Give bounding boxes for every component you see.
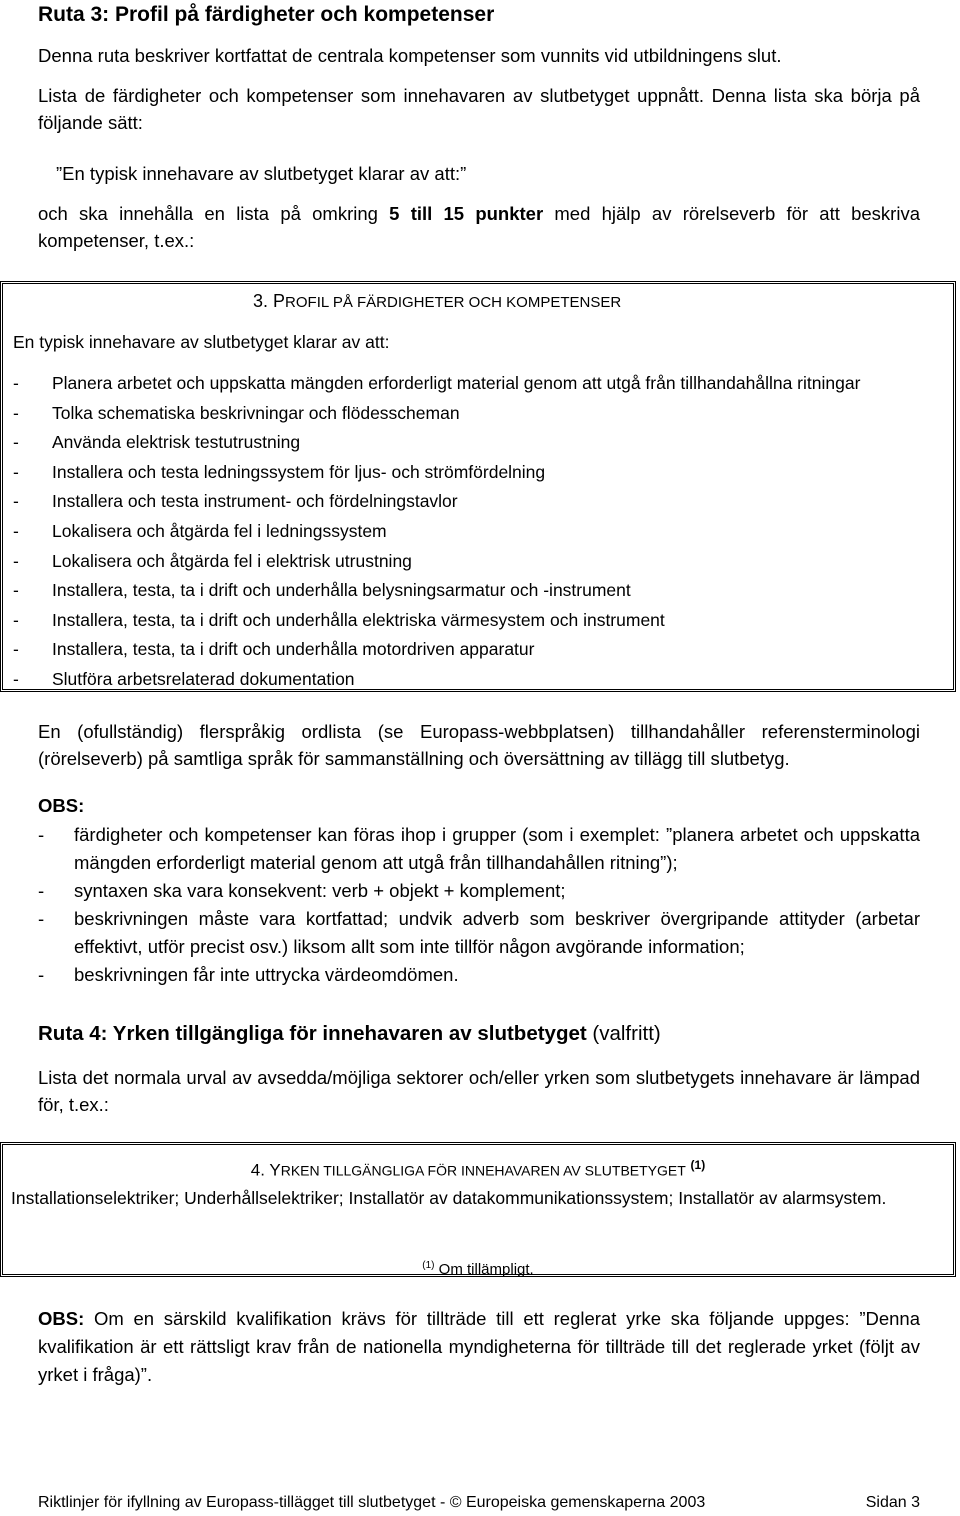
list-item: - Installera, testa, ta i drift och underhålla belysningsarmatur och -instrument [13,580,631,601]
occupations-box-initial: Y [269,1160,281,1180]
list-item: - Använda elektrisk testutrustning [13,432,301,453]
ruta3-list-bold: 5 till 15 punkter [389,203,544,224]
list-item: - Planera arbetet och uppskatta mängden erforderligt material genom att utgå från tillhandahållna ritningar [13,373,861,393]
page-number: Sidan 3 [865,1494,920,1511]
ruta3-instructions: Lista de färdigheter och kompetenser som innehavaren av slutbetyget uppnått. Denna lista ska börja på följande sätt: [38,85,920,133]
page-footer [38,1492,920,1514]
obs1-label [38,792,84,819]
ruta3-list-instructions [38,200,920,254]
profile-box-title [253,288,621,316]
ruta3-intro: Denna ruta beskriver kortfattat de centrala kompetenser som vunnits vid utbildningens slut. [38,45,782,66]
occupations-list: Installationselektriker; Underhållselektriker; Installatör av datakommunikationssystem; Installatör av alarmsystem. [11,1188,887,1208]
occupations-box [0,1142,956,1277]
occupations-footnote [3,1252,953,1283]
list-item: - Lokalisera och åtgärda fel i elektrisk utrustning [13,550,412,571]
list-item: - beskrivningen får inte uttrycka värdeomdömen. [38,964,459,985]
obs1-list [38,821,920,989]
profile-box [0,281,956,692]
ruta3-list-post: med hjälp av rörelseverb för att beskriva kompetenser, t.ex.: [38,203,920,251]
occupations-box-title [3,1152,953,1185]
list-item: - beskrivningen måste vara kortfattad; undvik adverb som beskriver övergripande attityder (arbetar effektivt, utför precist osv.) liksom allt som inte tillför någon avgörande information; [38,908,920,957]
ruta3-list-pre: och ska innehålla en lista på omkring [38,203,390,224]
list-item: - färdigheter och kompetenser kan föras ihop i grupper (som i exemplet: ”planera arbetet och uppskatta mängden erforderligt material genom att utgå från tillhandahållen ritning”); [38,824,920,873]
occupations-box-title-rest: RKEN TILLGÄNGLIGA FÖR INNEHAVAREN AV SLUTBETYGET [280,1162,686,1179]
profile-box-lead: En typisk innehavare av slutbetyget klarar av att: [13,332,390,352]
ruta4-heading-bold: Ruta 4: Yrken tillgängliga för innehavaren av slutbetyget [38,1022,587,1045]
list-item: - Slutföra arbetsrelaterad dokumentation [13,668,355,689]
obs1-label-text: OBS: [38,795,85,816]
list-item: - Installera och testa ledningssystem för ljus- och strömfördelning [13,461,546,482]
footnote-marker: (1) [690,1158,706,1172]
list-item: - Installera, testa, ta i drift och underhålla motordriven apparatur [13,639,535,660]
profile-box-initial: P [273,291,286,311]
obs2-label: OBS: [38,1308,85,1329]
profile-box-number: 3. [253,291,274,311]
footnote-sup: (1) [422,1260,435,1271]
profile-box-title-rest: ROFIL PÅ FÄRDIGHETER OCH KOMPETENSER [285,294,622,311]
list-item: - Lokalisera och åtgärda fel i ledningssystem [13,520,387,541]
list-item: - syntaxen ska vara konsekvent: verb + objekt + komplement; [38,880,566,901]
obs2-text: Om en särskild kvalifikation krävs för tillträde till ett reglerat yrke ska följande uppges: ”Denna kvalifikation är ett rättsligt krav från de nationella myndigheterna för tillträde till det reglerade yrket (följt av yrket i fråga)”. [38,1308,920,1385]
ruta3-quote: ”En typisk innehavare av slutbetyget klarar av att:” [56,163,467,184]
ruta3-heading: Ruta 3: Profil på färdigheter och kompetenser [38,3,495,26]
ruta4-instructions: Lista det normala urval av avsedda/möjliga sektorer och/eller yrken som slutbetygets innehavare är lämpad för, t.ex.: [38,1067,920,1115]
obs2-paragraph [38,1305,920,1389]
occupations-box-number: 4. [250,1160,270,1180]
ruta4-heading [38,1020,661,1048]
list-item: - Tolka schematiska beskrivningar och flödesscheman [13,402,460,423]
competence-list [13,369,860,695]
list-item: - Installera och testa instrument- och fördelningstavlor [13,491,458,512]
list-item: - Installera, testa, ta i drift och underhålla elektriska värmesystem och instrument [13,609,665,630]
footer-left: Riktlinjer för ifyllning av Europass-tillägget till slutbetyget - © Europeiska gemenskaperna 2003 [38,1494,706,1511]
glossary-paragraph: En (ofullständig) flerspråkig ordlista (se Europass-webbplatsen) tillhandahåller referensterminologi (rörelseverb) på samtliga språk för sammanställning och översättning av tillägg till slutbetyg. [38,721,920,769]
footnote-text: Om tillämpligt. [434,1261,534,1278]
ruta4-heading-optional: (valfritt) [586,1022,661,1045]
